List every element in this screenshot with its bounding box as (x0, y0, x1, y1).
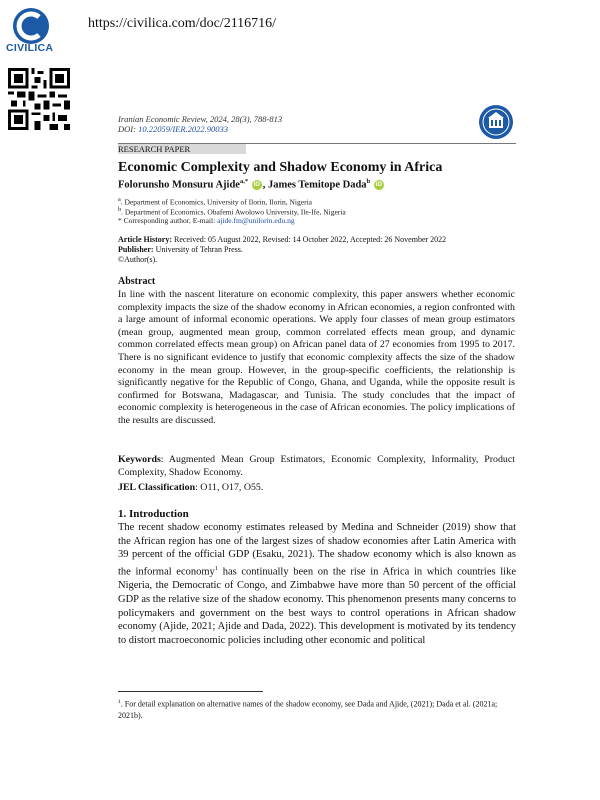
footnote-rule (118, 691, 263, 692)
author-2-name: James Temitope Dada (267, 179, 367, 191)
keywords (118, 454, 515, 479)
affiliation-a-mark: a (118, 196, 121, 203)
keywords-label: Keywords (118, 454, 161, 465)
affiliation-a (118, 196, 312, 207)
university-seal-icon (478, 104, 514, 140)
paper-title: Economic Complexity and Shadow Economy in Africa (118, 160, 443, 175)
civilica-logo-text: CIVILICA (6, 42, 54, 54)
introduction-part-1: The recent shadow economy estimates released by Medina and Schneider (2019) show that the African region has one of the largest sizes of shadow economies after Latin America with 39 percent of the official GDP (Esaku, 2021). The shadow economy which is also known as the informal economy (118, 522, 516, 578)
author-1-affiliation-mark: a,* (239, 178, 249, 185)
journal-citation: Iranian Economic Review, 2024, 28(3), 788-813 (118, 114, 283, 124)
abstract-text: In line with the nascent literature on economic complexity, this paper answers whether economic complexity impacts the size of the shadow economy in African economies, a region confronted with a large amount of informal economic operations. We apply four classes of mean group estimators (mean group, augmented mean group, common correlated effects mean group, and dynamic common correlated effects mean group) on African panel data of 27 economies from 1995 to 2017. There is no significant evidence to justify that economic complexity affects the size of the shadow economy in the mean group. However, in the group-specific coefficients, the relationship is significantly negative for the Republic of Congo, Ghana, and Uganda, while the opposite result is confirmed for Botswana, Madagascar, and Tunisia. The study concludes that the impact of economic complexity is heterogeneous in the case of African economies. The policy implications of the results are discussed. (118, 289, 515, 426)
article-history (118, 235, 446, 245)
history-label: Article History: (118, 235, 172, 244)
author-1-name: Folorunsho Monsuru Ajide (118, 179, 240, 191)
email-link[interactable]: ajide.fm@unilorin.edu.ng (217, 216, 295, 225)
footnote-mark: 1 (118, 699, 121, 705)
corresponding-author-prefix: * Corresponding author, E-mail: (118, 216, 218, 225)
jel-label: JEL Classification (118, 482, 196, 493)
keywords-text: : Augmented Mean Group Estimators, Economic Complexity, Informality, Product Complexity, Shadow Economy. (118, 454, 515, 478)
doi-prefix: DOI: (118, 124, 139, 134)
footnote-reference[interactable]: 1 (214, 565, 219, 573)
footnote-text: . For detail explanation on alternative names of the shadow economy, see Dada and Ajide, (2021); Dada et al. (2021a; 2021b). (118, 699, 498, 720)
document-url[interactable]: https://civilica.com/doc/2116716/ (88, 16, 277, 31)
author-separator: , (262, 179, 268, 191)
doi-link[interactable]: 10.22059/IER.2022.90033 (138, 124, 229, 134)
author-2-affiliation-mark: b (366, 178, 371, 185)
jel-classification (118, 482, 263, 495)
author-line (118, 178, 385, 191)
orcid-icon[interactable]: iD (253, 181, 260, 189)
affiliation-b (118, 206, 346, 217)
affiliation-b-mark: b (118, 206, 122, 213)
footnote (118, 697, 516, 721)
affiliation-a-text: . Department of Economics, University of Ilorin, Ilorin, Nigeria (120, 197, 312, 207)
publisher-name: University of Tehran Press. (153, 245, 243, 254)
affiliation-b-text: . Department of Economics, Obafemi Awolowo University, Ile-Ife, Nigeria (121, 207, 346, 217)
corresponding-author (118, 216, 295, 225)
qr-code (8, 68, 70, 130)
introduction-text (118, 521, 516, 648)
introduction-part-2: has continually been on the rise in Africa in which countries like Nigeria, the Democratic of Congo, and Zimbabwe have more than 50 percent of the official GDP as the relative size of the shadow economy. This phenomenon presents many concerns to policymakers and government on the best ways to control operations in African shadow economy (Ajide, 2021; Ajide and Dada, 2022). This development is motivated by its tendency to distort macroeconomic policies including other economic and political (118, 566, 516, 647)
history-dates: Received: 05 August 2022, Revised: 14 October 2022, Accepted: 26 November 2022 (171, 235, 447, 244)
copyright: ©Author(s). (118, 255, 158, 264)
abstract-heading: Abstract (118, 276, 156, 287)
publisher-label: Publisher: (118, 245, 154, 254)
orcid-icon[interactable]: iD (375, 181, 383, 189)
introduction-heading: 1. Introduction (118, 508, 189, 520)
jel-codes: : O11, O17, O55. (195, 482, 264, 493)
paper-type-label: RESEARCH PAPER (118, 144, 246, 154)
doi-line (118, 124, 228, 134)
publisher (118, 245, 243, 255)
